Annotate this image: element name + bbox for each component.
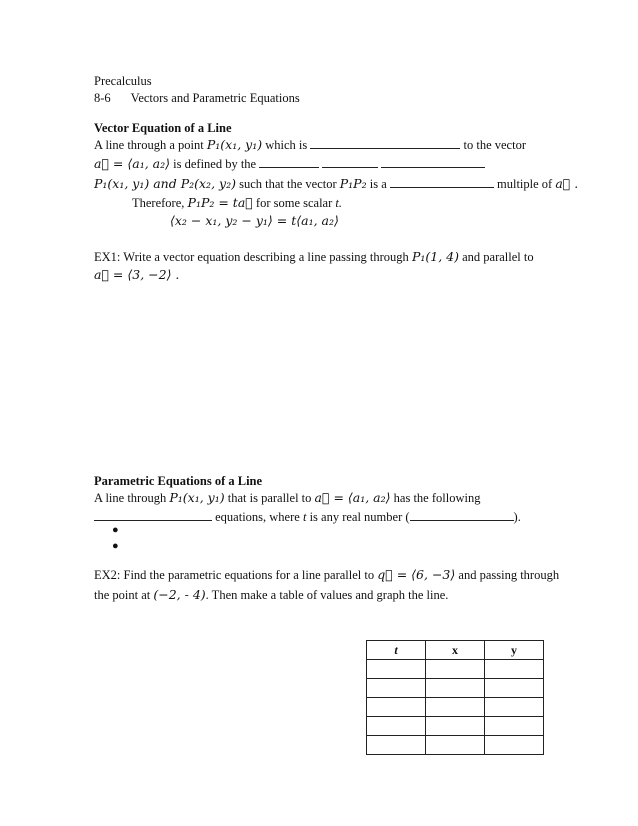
section-number: 8-6 (94, 91, 111, 105)
table-cell[interactable] (426, 736, 485, 755)
table-cell[interactable] (485, 717, 544, 736)
bullet: ● (112, 540, 119, 552)
ex1-line1: EX1: Write a vector equation describing a line passing through P₁(1, 4) and parallel to (94, 249, 534, 264)
table-row (367, 679, 544, 698)
ex2-line2: the point at (−2, - 4). Then make a table of values and graph the line. (94, 587, 449, 602)
vector-eq-line2: a⃗ = ⟨a₁, a₂⟩ is defined by the (94, 156, 485, 172)
table-row (367, 698, 544, 717)
table-cell[interactable] (367, 717, 426, 736)
parametric-line1: A line through P₁(x₁, y₁) that is parallel to a⃗ = ⟨a₁, a₂⟩ has the following (94, 490, 481, 505)
vector-eq-line4: Therefore, P₁P₂ = ta⃗ for some scalar t. (132, 195, 342, 210)
table-cell[interactable] (426, 660, 485, 679)
ex1-vector: a⃗ = ⟨3, −2⟩ . (94, 267, 180, 282)
ex2-line1: EX2: Find the parametric equations for a line parallel to q⃗ = ⟨6, −3⟩ and passing through (94, 567, 560, 582)
parametric-line2: equations, where t is any real number ( ). (94, 509, 521, 525)
col-header-y: y (485, 641, 544, 660)
blank (410, 509, 514, 521)
table-row (367, 736, 544, 755)
blank (310, 137, 460, 149)
table-cell[interactable] (426, 698, 485, 717)
parametric-heading: Parametric Equations of a Line (94, 474, 263, 488)
table-cell[interactable] (426, 717, 485, 736)
blank (381, 156, 485, 168)
bullet: ● (112, 524, 119, 536)
section-heading (94, 90, 300, 106)
table-cell[interactable] (485, 736, 544, 755)
blank (259, 156, 319, 168)
table-header-row (367, 641, 544, 660)
table-cell[interactable] (485, 660, 544, 679)
table-cell[interactable] (367, 698, 426, 717)
table-cell[interactable] (367, 736, 426, 755)
table-cell[interactable] (485, 698, 544, 717)
table-cell[interactable] (367, 679, 426, 698)
section-title: Vectors and Parametric Equations (130, 91, 300, 105)
table-cell[interactable] (367, 660, 426, 679)
table-cell[interactable] (485, 679, 544, 698)
blank (94, 509, 212, 521)
course-title: Precalculus (94, 74, 152, 88)
blank (390, 176, 494, 188)
table-of-values (366, 640, 544, 755)
table-row (367, 717, 544, 736)
table-row (367, 660, 544, 679)
col-header-t: t (367, 641, 426, 660)
vector-eq-component-form: ⟨x₂ − x₁, y₂ − y₁⟩ = t⟨a₁, a₂⟩ (170, 213, 339, 228)
vector-eq-line1: A line through a point P₁(x₁, y₁) which is to the vector (94, 137, 526, 152)
vector-eq-heading: Vector Equation of a Line (94, 121, 232, 135)
blank (322, 156, 378, 168)
table-cell[interactable] (426, 679, 485, 698)
vector-eq-line3: P₁(x₁, y₁) and P₂(x₂, y₂) such that the vector P₁P₂ is a multiple of a⃗ . (94, 176, 579, 191)
col-header-x: x (426, 641, 485, 660)
